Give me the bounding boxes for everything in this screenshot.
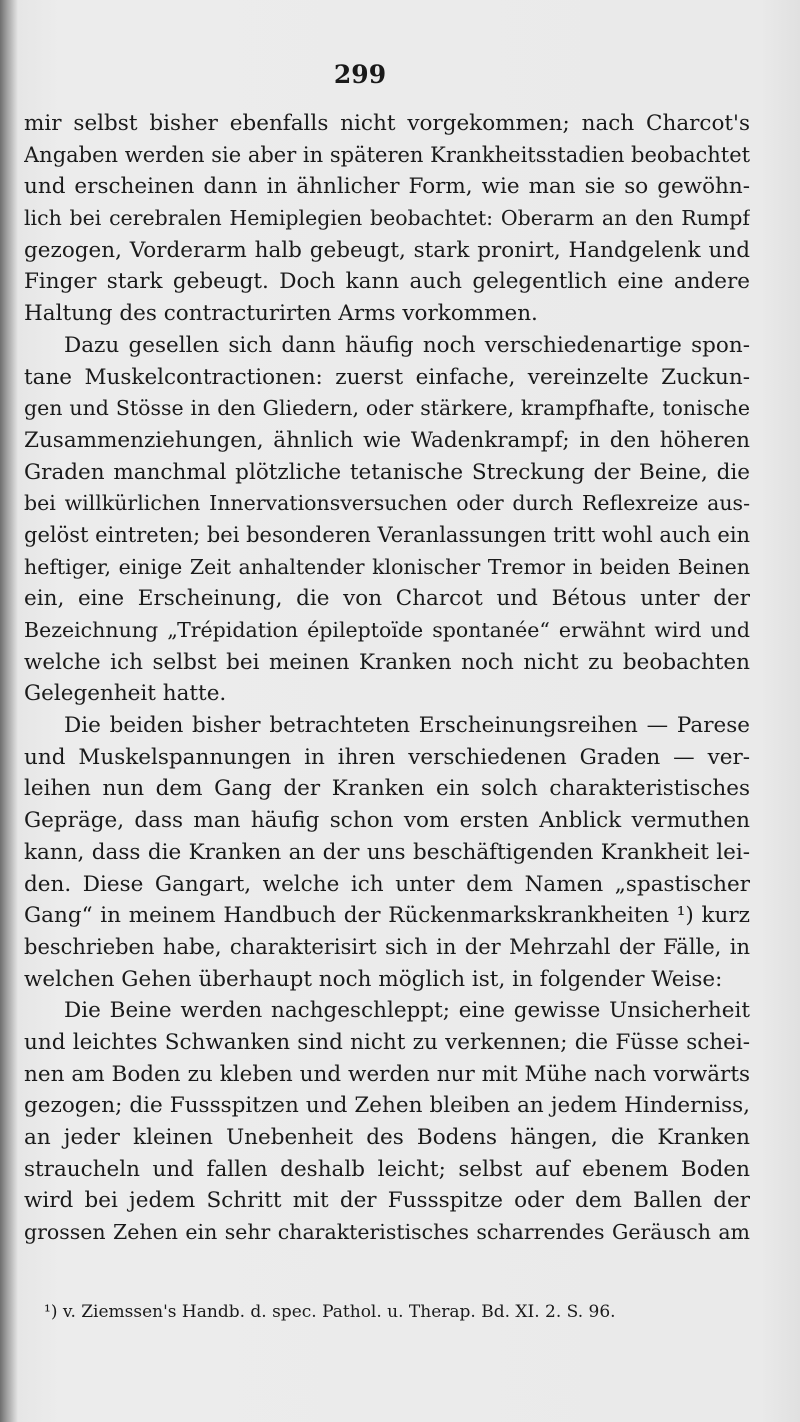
- text-line: welchen Gehen überhaupt noch möglich ist, in folgender Weise:: [24, 966, 723, 992]
- text-line: mir selbst bisher ebenfalls nicht vorgekommen; nach Charcot's: [24, 111, 750, 136]
- text-line: Angaben werden sie aber in späteren Krankheitsstadien beobachtet: [24, 142, 750, 167]
- text-line: Haltung des contracturirten Arms vorkommen.: [24, 301, 538, 327]
- footnote: ¹) v. Ziemssen's Handb. d. spec. Pathol. u. Therap. Bd. XI. 2. S. 96.: [44, 1302, 616, 1322]
- text-line: und leichtes Schwanken sind nicht zu verkennen; die Füsse schei-: [24, 1029, 750, 1055]
- text-line: Dazu gesellen sich dann häufig noch verschiedenartige spon-: [64, 332, 750, 358]
- text-line: grossen Zehen ein sehr charakteristisches scharrendes Geräusch am: [24, 1220, 750, 1245]
- body-text: [24, 108, 750, 1249]
- page-number: 299: [333, 60, 387, 89]
- text-line: Gepräge, dass man häufig schon vom ersten Anblick vermuthen: [24, 808, 750, 834]
- text-line: nen am Boden zu kleben und werden nur mit Mühe nach vorwärts: [24, 1061, 750, 1087]
- text-line: wird bei jedem Schritt mit der Fussspitze oder dem Ballen der: [24, 1188, 750, 1214]
- text-line: gezogen, Vorderarm halb gebeugt, stark pronirt, Handgelenk und: [24, 237, 750, 263]
- text-line: an jeder kleinen Unebenheit des Bodens hängen, die Kranken: [24, 1125, 750, 1150]
- text-line: Gelegenheit hatte.: [24, 681, 227, 707]
- text-line: lich bei cerebralen Hemiplegien beobachtet: Oberarm an den Rumpf: [24, 206, 750, 231]
- text-line: Gang“ in meinem Handbuch der Rückenmarkskrankheiten ¹) kurz: [24, 903, 750, 929]
- text-line: Die Beine werden nachgeschleppt; eine gewisse Unsicherheit: [64, 998, 750, 1024]
- text-line: leihen nun dem Gang der Kranken ein solch charakteristisches: [24, 776, 750, 802]
- text-line: Graden manchmal plötzliche tetanische Streckung der Beine, die: [24, 459, 750, 485]
- text-line: ein, eine Erscheinung, die von Charcot und Bétous unter der: [24, 586, 750, 612]
- text-line: tane Muskelcontractionen: zuerst einfache, vereinzelte Zuckun-: [24, 364, 750, 390]
- text-line: gelöst eintreten; bei besonderen Veranlassungen tritt wohl auch ein: [24, 522, 750, 547]
- text-line: Die beiden bisher betrachteten Erscheinungsreihen — Parese: [64, 713, 750, 739]
- text-line: und erscheinen dann in ähnlicher Form, wie man sie so gewöhn-: [24, 174, 750, 200]
- text-line: und Muskelspannungen in ihren verschiedenen Graden — ver-: [24, 744, 750, 770]
- text-line: welche ich selbst bei meinen Kranken noch nicht zu beobachten: [24, 649, 750, 675]
- text-line: beschrieben habe, charakterisirt sich in der Mehrzahl der Fälle, in: [24, 934, 750, 959]
- text-line: gen und Stösse in den Gliedern, oder stärkere, krampfhafte, tonische: [24, 396, 750, 421]
- text-line: bei willkürlichen Innervationsversuchen oder durch Reflexreize aus-: [24, 491, 750, 516]
- text-line: kann, dass die Kranken an der uns beschäftigenden Krankheit lei-: [24, 839, 750, 865]
- text-line: Zusammenziehungen, ähnlich wie Wadenkrampf; in den höheren: [24, 427, 750, 453]
- text-line: den. Diese Gangart, welche ich unter dem Namen „spastischer: [24, 871, 750, 897]
- text-line: Finger stark gebeugt. Doch kann auch gelegentlich eine andere: [24, 269, 750, 295]
- text-line: straucheln und fallen deshalb leicht; selbst auf ebenem Boden: [24, 1156, 750, 1182]
- text-line: Bezeichnung „Trépidation épileptoïde spontanée“ erwähnt wird und: [24, 618, 750, 642]
- text-line: gezogen; die Fussspitzen und Zehen bleiben an jedem Hinderniss,: [24, 1093, 750, 1119]
- text-line: heftiger, einige Zeit anhaltender klonischer Tremor in beiden Beinen: [24, 554, 750, 579]
